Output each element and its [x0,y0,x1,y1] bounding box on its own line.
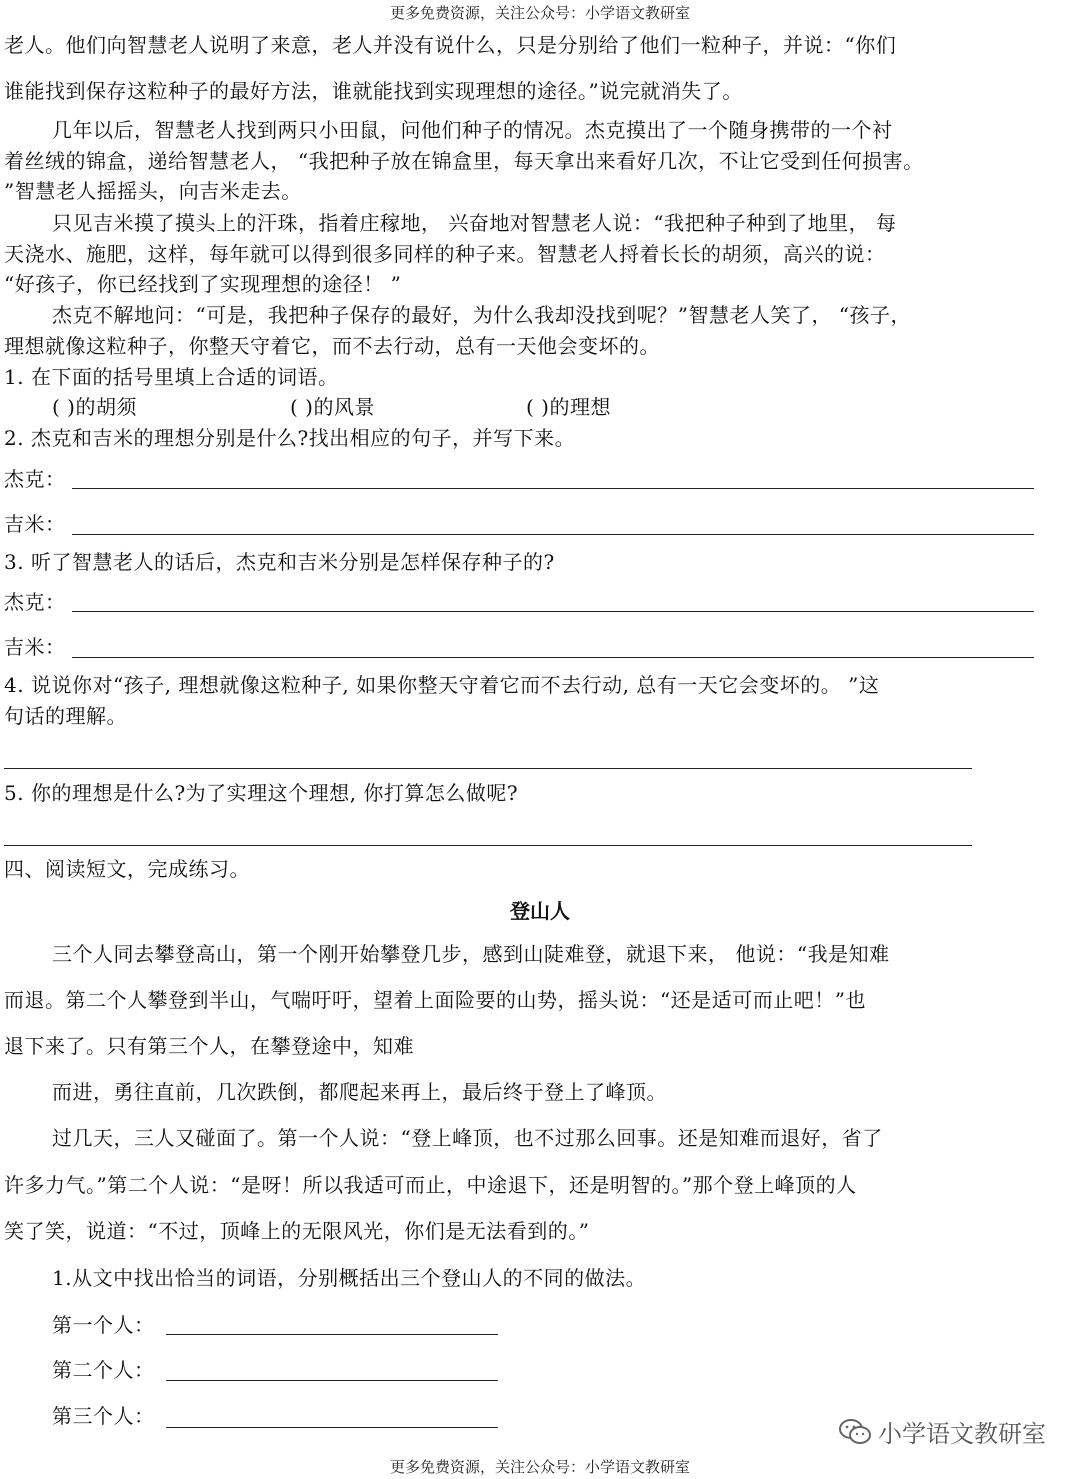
watermark-text: 小学语文教研室 [878,1420,1046,1448]
question-4: 4. 说说你对“孩子, 理想就像这粒种子, 如果你整天守着它而不去行动, 总有一天它会变坏的。 ”这 [4,673,880,697]
passage-line: 几年以后，智慧老人找到两只小田鼠，问他们种子的情况。杰克摸出了一个随身携带的一个衬 [52,118,893,142]
passage-line: 老人。他们向智慧老人说明了来意，老人并没有说什么，只是分别给了他们一粒种子，并说：“你们 [4,33,897,57]
answer-label-jimi: 吉米： [4,635,66,659]
passage-line: 而进，勇往直前，几次跌倒，都爬起来再上，最后终于登上了峰顶。 [52,1080,667,1104]
answer-label-person-2: 第二个人： [52,1358,155,1382]
passage-line: 着丝绒的锦盒，递给智慧老人， “我把种子放在锦盒里，每天拿出来看好几次，不让它受到任何损害。 [4,149,924,173]
answer-line[interactable] [4,768,972,769]
passage-line: 杰克不解地问：“可是，我把种子保存的最好，为什么我却没找到呢？”智慧老人笑了， “孩子， [52,303,912,327]
blank-item-scenery[interactable]: ( )的风景 [290,395,375,419]
question-5: 5. 你的理想是什么?为了实理这个理想, 你打算怎么做呢? [4,781,519,805]
answer-label-jack: 杰克： [4,590,66,614]
watermark [838,1414,1046,1449]
answer-line[interactable] [72,611,1034,612]
passage-line: “好孩子，你已经找到了实现理想的途径！ ” [4,272,402,296]
passage-line: 过几天，三人又碰面了。第一个人说：“登上峰顶，也不过那么回事。还是知难而退好，省了 [52,1126,883,1150]
section-heading: 四、阅读短文，完成练习。 [4,857,250,881]
passage-line: 三个人同去攀登高山，第一个刚开始攀登几步，感到山陡难登，就退下来， 他说：“我是知难 [52,942,890,966]
answer-line[interactable] [72,534,1034,535]
passage-line: 而退。第二个人攀登到半山，气喘吁吁，望着上面险要的山势，摇头说：“还是适可而止吧！”也 [4,988,866,1012]
answer-label-jack: 杰克： [4,467,66,491]
passage-line: 理想就像这粒种子，你整天守着它，而不去行动，总有一天他会变坏的。 [4,334,660,358]
question-1: 1. 在下面的括号里填上合适的词语。 [4,365,339,389]
answer-label-person-3: 第三个人： [52,1404,155,1428]
question-3: 3. 听了智慧老人的话后，杰克和吉米分别是怎样保存种子的? [4,550,555,574]
passage-title: 登山人 [510,899,570,923]
passage-line: 谁能找到保存这粒种子的最好方法，谁就能找到实现理想的途径。”说完就消失了。 [4,79,743,103]
section4-question-1: 1.从文中找出恰当的词语，分别概括出三个登山人的不同的做法。 [52,1266,647,1290]
answer-label-jimi: 吉米： [4,512,66,536]
answer-line[interactable] [4,845,972,846]
passage-line: 许多力气。”第二个人说：“是呀！所以我适可而止，中途退下，还是明智的。”那个登上峰顶的人 [4,1173,857,1197]
wechat-icon [838,1418,872,1446]
passage-line: 只见吉米摸了摸头上的汗珠，指着庄稼地， 兴奋地对智慧老人说：“我把种子种到了地里， 每 [52,211,897,235]
answer-line[interactable] [166,1427,498,1428]
page-footer: 更多免费资源，关注公众号：小学语文教研室 [389,1458,690,1476]
passage-line: 天浇水、施肥，这样，每年就可以得到很多同样的种子来。智慧老人捋着长长的胡须，高兴的说： [4,242,886,266]
passage-line: 退下来了。只有第三个人，在攀登途中，知难 [4,1034,414,1058]
answer-line[interactable] [72,488,1034,489]
question-2: 2. 杰克和吉米的理想分别是什么?找出相应的句子，并写下来。 [4,426,576,450]
passage-line: ”智慧老人摇摇头，向吉米走去。 [4,179,302,203]
answer-line[interactable] [166,1380,498,1381]
answer-line[interactable] [72,657,1034,658]
blank-item-ideal[interactable]: ( )的理想 [526,395,611,419]
question-4-cont: 句话的理解。 [4,704,127,728]
answer-label-person-1: 第一个人： [52,1313,155,1337]
blank-item-beard[interactable]: ( )的胡须 [52,395,137,419]
passage-line: 笑了笑，说道：“不过，顶峰上的无限风光，你们是无法看到的。” [4,1219,590,1243]
answer-line[interactable] [166,1334,498,1335]
page-header: 更多免费资源，关注公众号：小学语文教研室 [389,4,690,22]
